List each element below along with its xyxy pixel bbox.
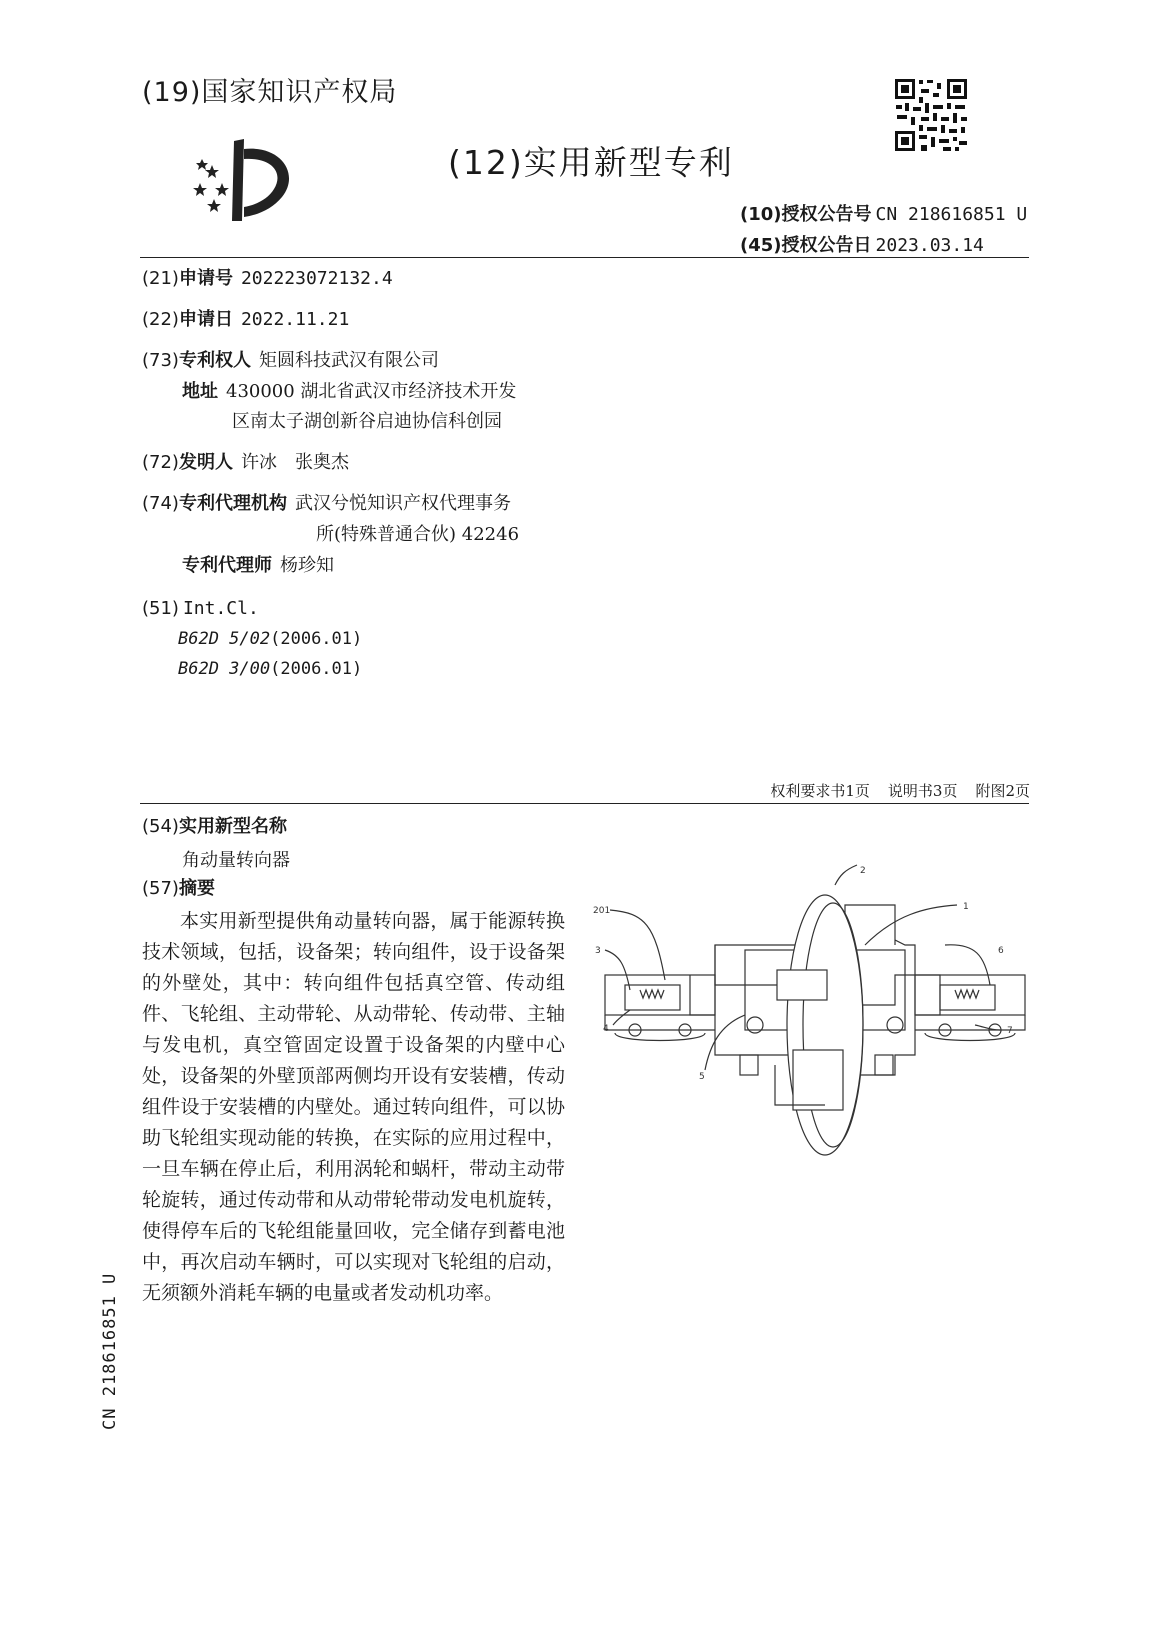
ipc-class-2 xyxy=(178,659,362,679)
application-number-row xyxy=(142,268,393,290)
agency-line-2: 所(特殊普通合伙) 42246 xyxy=(316,524,520,545)
inventors-row xyxy=(142,452,349,474)
field-code: (51) xyxy=(142,598,179,619)
address-row xyxy=(182,381,516,403)
pub-date: 2023.03.14 xyxy=(875,235,984,256)
title-heading xyxy=(142,816,287,838)
figure-label-4: 4 xyxy=(603,1024,609,1034)
application-date: 2022.11.21 xyxy=(240,309,350,330)
field-label: 申请号 xyxy=(178,268,233,289)
field-code: (22) xyxy=(142,309,179,330)
pub-number-label: (10)授权公告号 xyxy=(740,204,872,225)
side-document-id: CN 218616851 U xyxy=(100,1272,120,1430)
abstract-drawing xyxy=(595,865,1055,1165)
field-label: 发明人 xyxy=(178,452,233,473)
field-label: 地址 xyxy=(182,381,218,402)
figure-label-7: 7 xyxy=(1007,1026,1013,1036)
agent-row xyxy=(182,555,334,577)
page-counts xyxy=(752,780,1030,801)
field-label: Int.Cl. xyxy=(182,598,259,619)
abstract-heading xyxy=(142,878,215,900)
description-page-count: 说明书3页 xyxy=(887,782,958,800)
field-label: 专利代理师 xyxy=(182,555,272,576)
abstract-text: 本实用新型提供角动量转向器，属于能源转换技术领域，包括，设备架；转向组件，设于设备架的外壁处，其中：转向组件包括真空管、传动组件、飞轮组、主动带轮、从动带轮、传动带、主轴与发电机，真空管固定设置于设备架的内壁中心处，设备架的外壁顶部两侧均开设有安装槽，传动组件设于安装槽的内壁处。通过转向组件，可以协助飞轮组实现动能的转换，在实际的应用过程中，一旦车辆在停止后，利用涡轮和蜗杆，带动主动带轮旋转，通过传动带和从动带轮带动发电机旋转，使得停车后的飞轮组能量回收，完全储存到蓄电池中，再次启动车辆时，可以实现对飞轮组的启动，无须额外消耗车辆的电量或者发动机功率。 xyxy=(142,910,565,1304)
application-number: 202223072132.4 xyxy=(240,268,393,289)
drawings-page-count: 附图2页 xyxy=(975,782,1030,800)
field-code: (54) xyxy=(142,816,179,837)
figure-label-2: 2 xyxy=(860,866,866,876)
ipc-class-1 xyxy=(178,629,362,649)
field-label: 摘要 xyxy=(178,878,215,899)
qr-code-icon xyxy=(893,77,969,153)
pub-date-label: (45)授权公告日 xyxy=(740,235,872,256)
field-label: 专利权人 xyxy=(178,350,251,371)
ipc-code: B62D 3/00 xyxy=(178,659,271,679)
agency-row xyxy=(142,493,511,515)
field-code: (73) xyxy=(142,350,179,371)
figure-label-5: 5 xyxy=(699,1072,705,1082)
intcl-row xyxy=(142,598,259,620)
inventor-names: 许冰 张奥杰 xyxy=(240,452,349,473)
address-line-1: 430000 湖北省武汉市经济技术开发 xyxy=(226,381,517,402)
patentee-row xyxy=(142,350,439,372)
field-code: (74) xyxy=(142,493,179,514)
application-date-row xyxy=(142,309,349,331)
field-label: 专利代理机构 xyxy=(178,493,287,514)
claims-page-count: 权利要求书1页 xyxy=(770,782,870,800)
address-line-2: 区南太子湖创新谷启迪协信科创园 xyxy=(232,411,502,432)
figure-label-201: 201 xyxy=(593,906,611,916)
field-label: 实用新型名称 xyxy=(178,816,287,837)
agent-name: 杨珍知 xyxy=(280,555,334,576)
ipc-code: B62D 5/02 xyxy=(178,629,271,649)
issuing-office: (19)国家知识产权局 xyxy=(142,77,398,108)
ipc-version: (2006.01) xyxy=(270,629,363,649)
pub-date-row xyxy=(740,231,984,257)
cnipa-logo-icon xyxy=(192,135,304,225)
patent-type-title: (12)实用新型专利 xyxy=(448,143,734,182)
field-code: (21) xyxy=(142,268,179,289)
figure-label-3: 3 xyxy=(595,946,601,956)
field-code: (57) xyxy=(142,878,179,899)
field-label: 申请日 xyxy=(178,309,233,330)
section-divider xyxy=(140,803,1029,804)
pub-number-row xyxy=(740,200,1027,226)
agency-line-1: 武汉兮悦知识产权代理事务 xyxy=(294,493,511,514)
figure-label-6: 6 xyxy=(998,946,1004,956)
utility-model-title: 角动量转向器 xyxy=(182,850,290,871)
ipc-version: (2006.01) xyxy=(270,659,363,679)
pub-number: CN 218616851 U xyxy=(875,204,1028,225)
field-code: (72) xyxy=(142,452,179,473)
patentee-name: 矩圆科技武汉有限公司 xyxy=(258,350,439,371)
header-divider xyxy=(140,257,1029,258)
figure-label-1: 1 xyxy=(963,902,969,912)
